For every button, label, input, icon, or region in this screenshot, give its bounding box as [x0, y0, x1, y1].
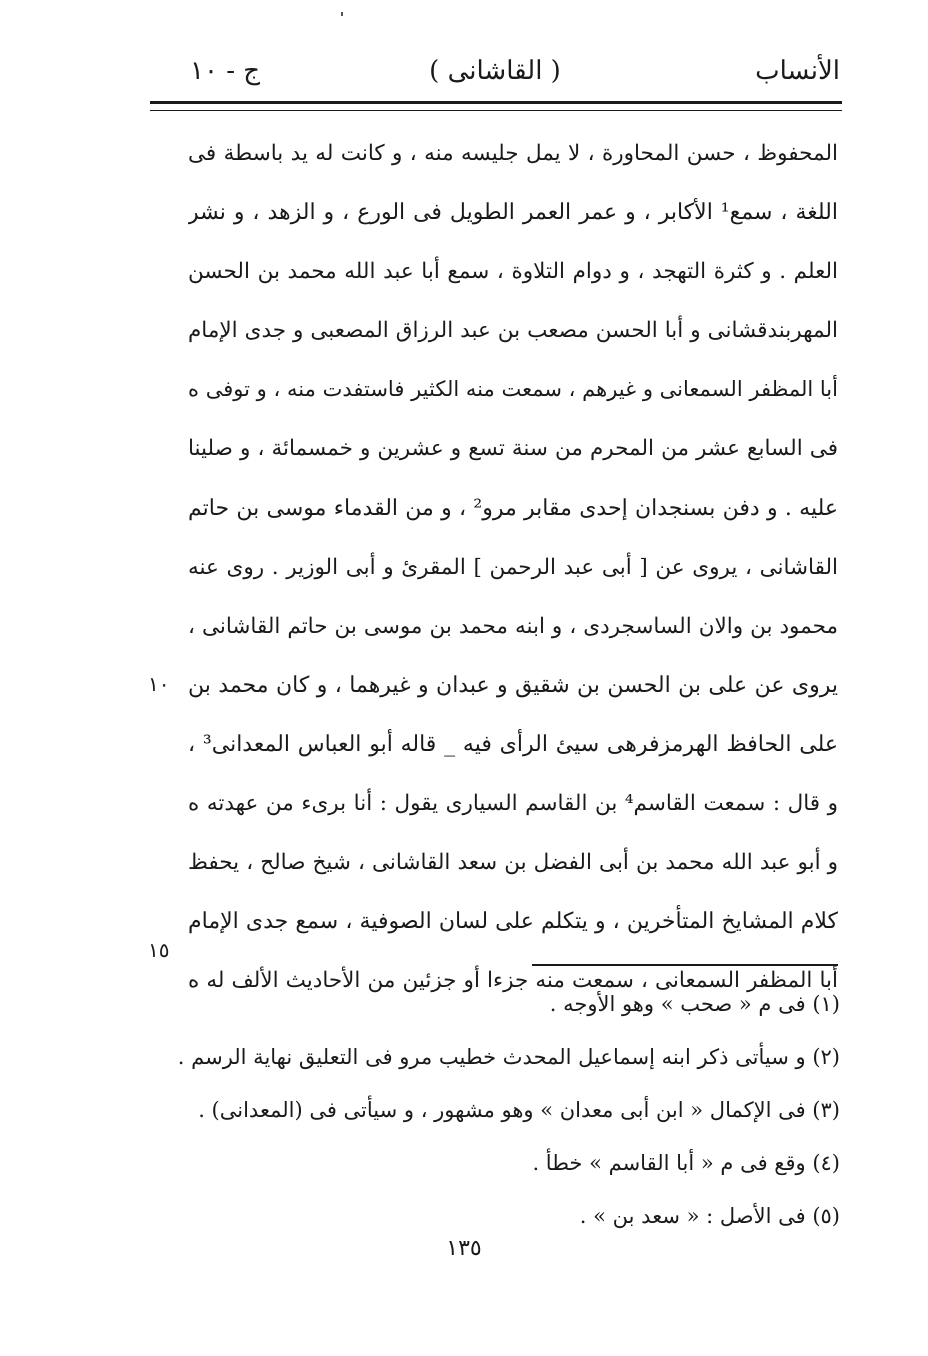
footnote: (٣) فى الإكمال « ابن أبى معدان » وهو مشهور ، و سيأتى فى (المعدانى) .	[198, 1098, 840, 1122]
header-rule-thin	[150, 110, 842, 111]
line-number-15: ١٥	[148, 938, 170, 962]
text-line: اللغة ، سمع¹ الأكابر ، و عمر العمر الطويل فى الورع ، و الزهد ، و نشر	[188, 200, 838, 226]
running-header	[150, 52, 840, 96]
footnote: (١) فى م « صحب » وهو الأوجه .	[549, 992, 840, 1016]
entry-title: ( القاشانى )	[429, 56, 561, 86]
footnote-rule	[532, 964, 838, 966]
text-line: أبا المظفر السمعانى ، سمعت منه جزءا أو جزئين من الأحاديث الألف له ه	[188, 968, 838, 994]
footnote: (٥) فى الأصل : « سعد بن » .	[579, 1204, 840, 1228]
text-line: يروى عن على بن الحسن بن شقيق و عبدان و غيرهما ، و كان محمد بن	[188, 672, 838, 698]
text-line: فى السابع عشر من المحرم من سنة تسع و عشرين و خمسمائة ، و صلينا	[188, 436, 838, 462]
text-line: و أبو عبد الله محمد بن أبى الفضل بن سعد القاشانى ، شيخ صالح ، يحفظ	[188, 850, 838, 876]
text-line: المهربندقشانى و أبا الحسن مصعب بن عبد الرزاق المصعبى و جدى الإمام	[188, 318, 838, 344]
text-line: عليه . و دفن بسنجدان إحدى مقابر مرو² ، و من القدماء موسى بن حاتم	[188, 495, 838, 521]
text-line: على الحافظ الهرمزفرهى سيئ الرأى فيه _ قاله أبو العباس المعدانى³ ،	[188, 731, 838, 757]
text-line: القاشانى ، يروى عن [ أبى عبد الرحمن ] المقرئ و أبى الوزير . روى عنه	[188, 554, 838, 580]
scan-speck	[341, 12, 343, 16]
text-line: العلم . و كثرة التهجد ، و دوام التلاوة ، سمع أبا عبد الله محمد بن الحسن	[188, 259, 838, 285]
main-text	[188, 124, 838, 1010]
text-line: المحفوظ ، حسن المحاورة ، لا يمل جليسه منه ، و كانت له يد باسطة فى	[188, 141, 838, 166]
line-number-10: ١٠	[148, 672, 170, 696]
footnote: (٤) وقع فى م « أبا القاسم » خطأ .	[532, 1151, 840, 1175]
footnotes	[160, 978, 840, 1243]
text-line: و قال : سمعت القاسم⁴ بن القاسم السيارى يقول : أنا برىء من عهدته ه	[188, 791, 838, 817]
text-line: كلام المشايخ المتأخرين ، و يتكلم على لسان الصوفية ، سمع جدى الإمام	[188, 909, 838, 935]
volume-number: ج - ١٠	[190, 56, 261, 86]
book-title: الأنساب	[755, 56, 840, 86]
page-number: ١٣٥	[446, 1236, 482, 1261]
footnote: (٢) و سيأتى ذكر ابنه إسماعيل المحدث خطيب مرو فى التعليق نهاية الرسم .	[177, 1045, 840, 1069]
text-line: أبا المظفر السمعانى و غيرهم ، سمعت منه الكثير فاستفدت منه ، و توفى ه	[188, 377, 838, 402]
header-rule-thick	[150, 101, 842, 104]
text-line: محمود بن والان الساسجردى ، و ابنه محمد بن موسى بن حاتم القاشانى ،	[188, 613, 838, 639]
